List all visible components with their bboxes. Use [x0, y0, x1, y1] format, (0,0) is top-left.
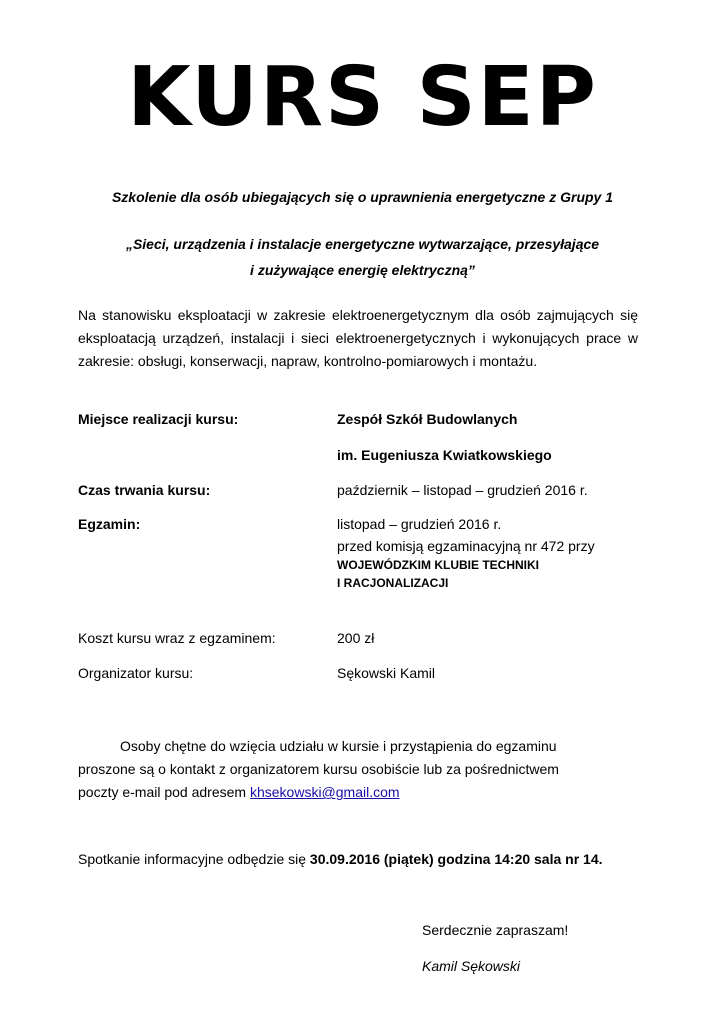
- location-value-line-2: im. Eugeniusza Kwiatkowskiego: [337, 447, 552, 463]
- contact-paragraph: [78, 735, 638, 804]
- contact-line-1-text: Osoby chętne do wzięcia udziału w kursie i przystąpienia do egzaminu: [120, 738, 557, 754]
- duration-label: Czas trwania kursu:: [78, 482, 211, 498]
- organizer-value: Sękowski Kamil: [337, 665, 436, 681]
- location-value-line-1: Zespół Szkół Budowlanych: [337, 411, 518, 427]
- quote-line-2: i zużywające energię elektryczną”: [250, 262, 475, 278]
- contact-line-3-prefix: poczty e-mail pod adresem: [78, 784, 250, 800]
- meeting-info: [78, 849, 678, 869]
- contact-line-1: [78, 735, 638, 758]
- course-subtitle: Szkolenie dla osób ubiegających się o uprawnienia energetyczne z Grupy 1: [111, 189, 614, 205]
- contact-line-3: [78, 781, 638, 804]
- signature: Kamil Sękowski: [422, 958, 521, 974]
- exam-organization-line-2: I RACJONALIZACJI: [337, 576, 449, 590]
- organizer-label: Organizator kursu:: [78, 665, 194, 681]
- email-link[interactable]: khsekowski@gmail.com: [249, 784, 400, 800]
- exam-commission: przed komisją egzaminacyjną nr 472 przy: [337, 538, 595, 554]
- contact-line-2: proszone są o kontakt z organizatorem kursu osobiście lub za pośrednictwem: [78, 761, 559, 777]
- page-title: KURS SEP: [127, 50, 598, 145]
- quote-line-1: „Sieci, urządzenia i instalacje energetyczne wytwarzające, przesyłające: [125, 236, 600, 252]
- closing-greeting: Serdecznie zapraszam!: [422, 922, 569, 938]
- intro-paragraph: Na stanowisku eksploatacji w zakresie elektroenergetycznym dla osób zajmujących się eksploatacją urządzeń, instalacji i sieci elektroenergetycznych i wykonujących prace w zakresie: obsługi, konserwacji, napraw, kontrolno-pomiarowych i montażu.: [78, 307, 638, 369]
- course-scope-quote: [0, 231, 725, 283]
- location-label: Miejsce realizacji kursu:: [78, 411, 239, 427]
- meeting-details: 30.09.2016 (piątek) godzina 14:20 sala nr 14.: [309, 851, 603, 867]
- exam-organization-line-1: WOJEWÓDZKIM KLUBIE TECHNIKI: [337, 558, 539, 572]
- exam-date: listopad – grudzień 2016 r.: [337, 516, 502, 532]
- cost-value: 200 zł: [337, 630, 375, 646]
- cost-label: Koszt kursu wraz z egzaminem:: [78, 630, 276, 646]
- duration-value: październik – listopad – grudzień 2016 r.: [337, 482, 588, 498]
- meeting-prefix: Spotkanie informacyjne odbędzie się: [78, 851, 310, 867]
- exam-label: Egzamin:: [78, 516, 141, 532]
